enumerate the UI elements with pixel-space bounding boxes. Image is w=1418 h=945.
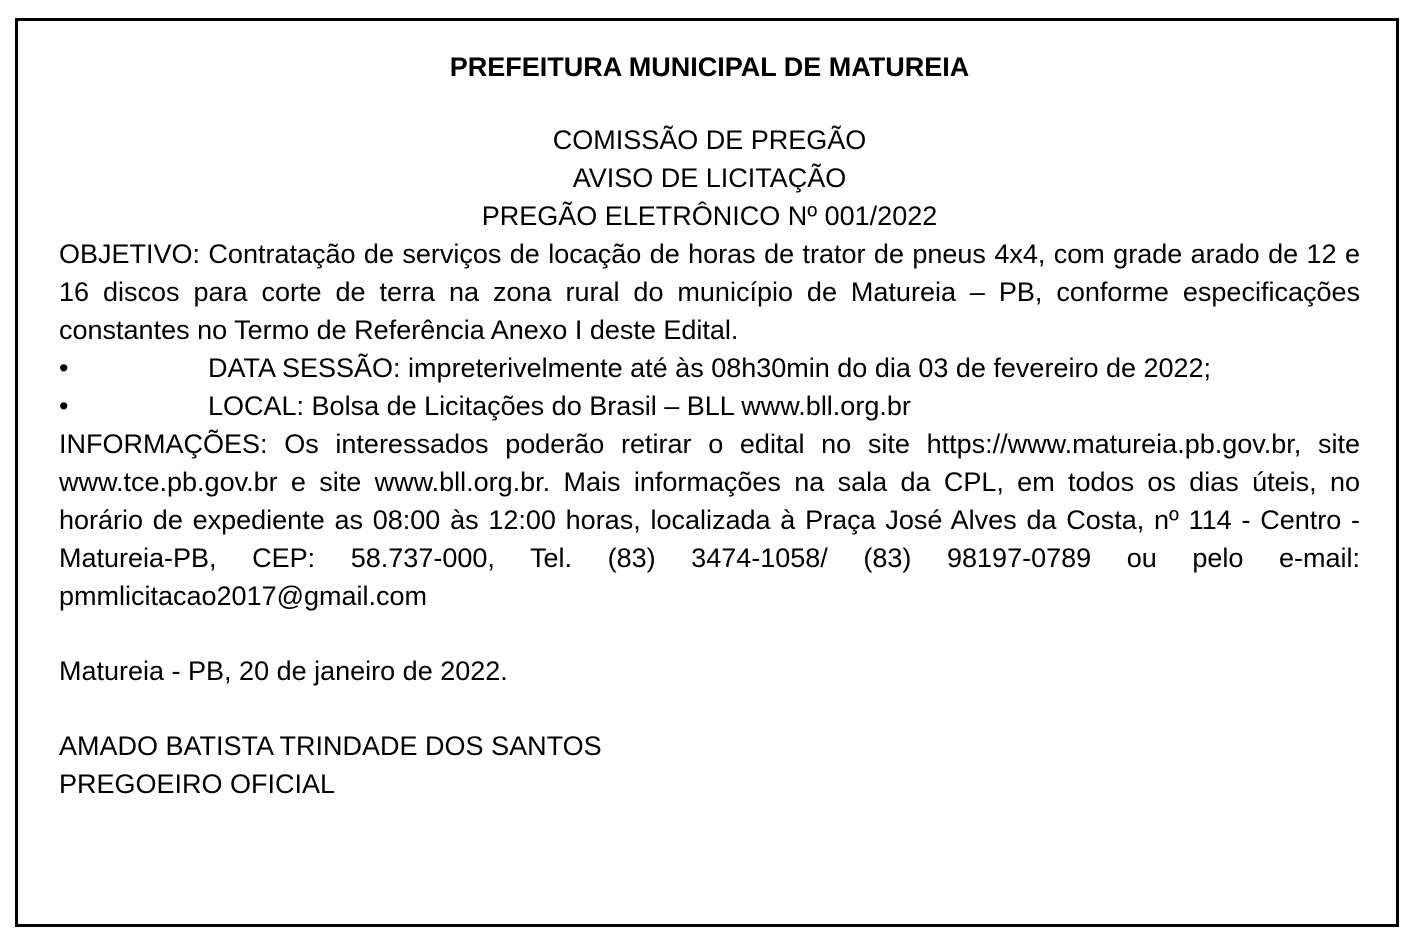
bullet-session-date: [59, 349, 1360, 387]
objective-paragraph: OBJETIVO: Contratação de serviços de locação de horas de trator de pneus 4x4, com grade arado de 12 e 16 discos para corte de terra na zona rural do município de Matureia – PB, conforme especificações constantes no Termo de Referência Anexo I deste Edital.: [59, 239, 1360, 345]
notice-title: PREFEITURA MUNICIPAL DE MATUREIA: [449, 52, 970, 82]
information-paragraph: INFORMAÇÕES: Os interessados poderão retirar o edital no site https://www.matureia.pb.gov.br, site www.tce.pb.gov.br e site www.bll.org.br. Mais informações na sala da CPL, em todos os dias úteis, no horário de expediente as 08:00 às 12:00 horas, localizada à Praça José Alves da Costa, nº 114 - Centro - Matureia-PB, CEP: 58.737-000, Tel. (83) 3474-1058/ (83) 98197-0789 ou pelo e-mail: pmmlicitacao2017@gmail.com: [59, 429, 1360, 611]
bullet-mark: •: [59, 353, 69, 383]
bullet-mark: •: [59, 391, 69, 421]
notice-type-line: AVISO DE LICITAÇÃO: [572, 163, 847, 193]
commission-line: COMISSÃO DE PREGÃO: [552, 125, 867, 155]
signatory-name: AMADO BATISTA TRINDADE DOS SANTOS: [59, 731, 602, 761]
session-date-text: DATA SESSÃO: impreterivelmente até às 08h30min do dia 03 de fevereiro de 2022;: [208, 353, 1212, 383]
place-date-line: Matureia - PB, 20 de janeiro de 2022.: [59, 656, 508, 686]
location-text: LOCAL: Bolsa de Licitações do Brasil – BLL www.bll.org.br: [208, 391, 911, 421]
notice-content: [59, 47, 1360, 803]
spacer: [59, 615, 1360, 652]
spacer: [59, 690, 1360, 727]
procedure-line: PREGÃO ELETRÔNICO Nº 001/2022: [481, 201, 938, 231]
bullet-location: [59, 387, 1360, 425]
spacer: [59, 87, 1360, 121]
signatory-role: PREGOEIRO OFICIAL: [59, 769, 336, 799]
